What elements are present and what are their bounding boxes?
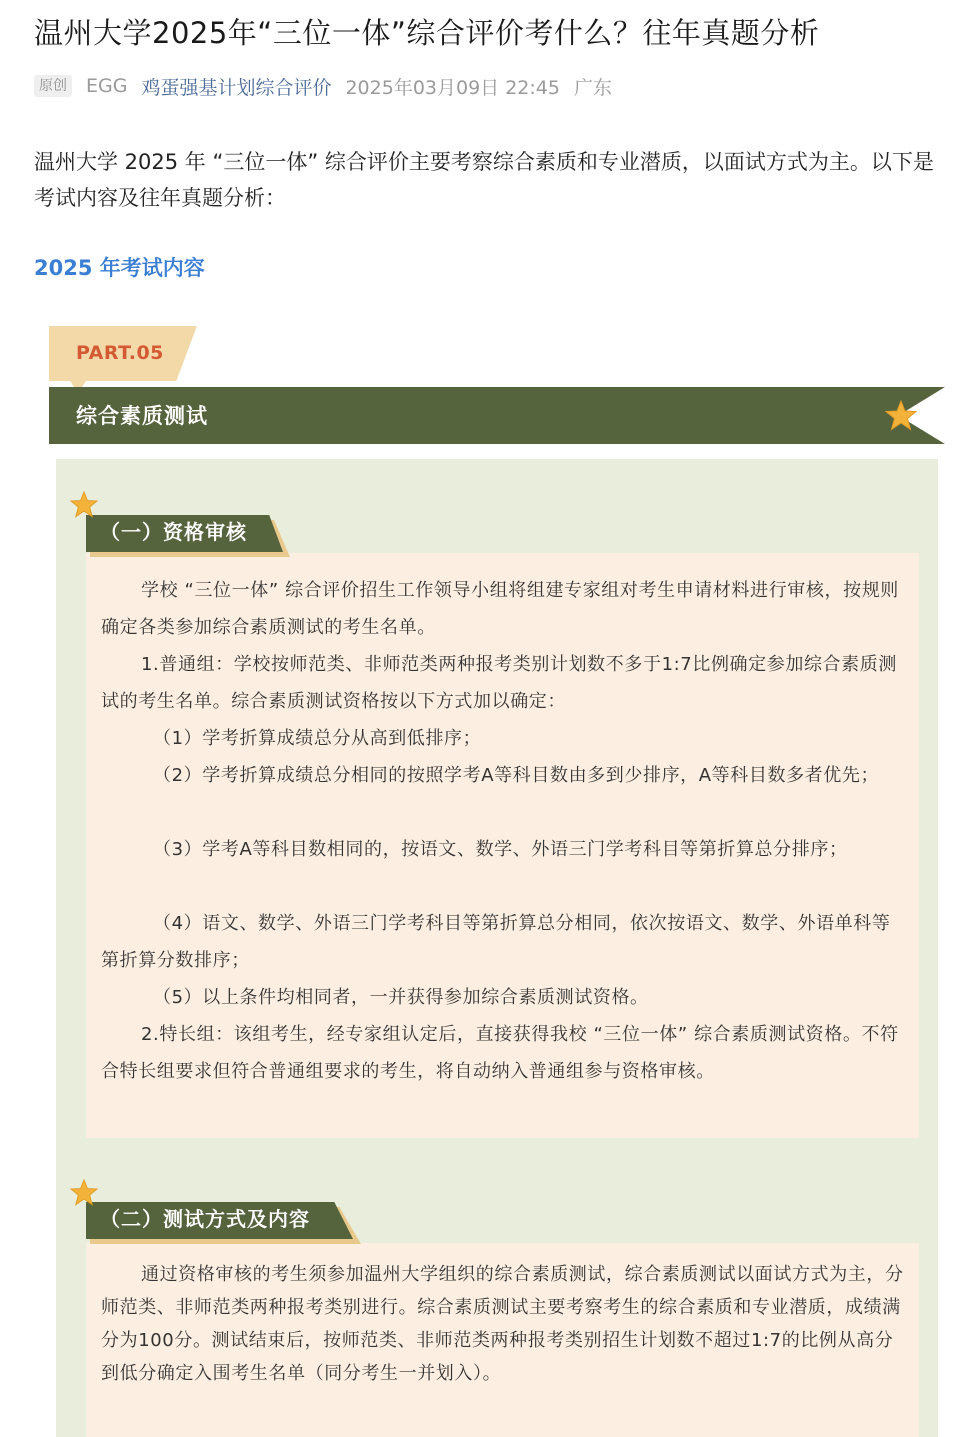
account-link[interactable]: 鸡蛋强基计划综合评价 bbox=[141, 76, 332, 99]
banner-title: 综合素质测试 bbox=[76, 404, 208, 428]
section1-list-item: （2）学考折算成绩总分相同的按照学考A等科目数由多到少排序，A等科目数多者优先； bbox=[153, 765, 880, 786]
article-title: 温州大学2025年“三位一体”综合评价考什么？往年真题分析 bbox=[34, 16, 820, 50]
section1-paragraph: 1.普通组：学校按师范类、非师范类两种报考类别计划数不多于1:7比例确定参加综合素质测试的考生名单。综合素质测试资格按以下方式加以确定： bbox=[101, 654, 897, 712]
section1-paragraph: 2.特长组：该组考生，经专家组认定后，直接获得我校 “三位一体” 综合素质测试资格。不符合特长组要求但符合普通组要求的考生，将自动纳入普通组参与资格审核。 bbox=[101, 1024, 899, 1082]
publish-location: 广东 bbox=[573, 76, 612, 99]
section2-heading: （二）测试方式及内容 bbox=[100, 1207, 310, 1231]
intro-paragraph: 温州大学 2025 年 “三位一体” 综合评价主要考察综合素质和专业潜质，以面试方式为主。以下是考试内容及往年真题分析： bbox=[34, 150, 934, 210]
original-badge: 原创 bbox=[34, 75, 72, 97]
section1-list-item: （3）学考A等科目数相同的，按语文、数学、外语三门学考科目等第折算总分排序； bbox=[153, 839, 848, 860]
publish-datetime: 2025年03月09日 22:45 bbox=[345, 76, 560, 99]
star-icon bbox=[70, 1179, 98, 1206]
article-meta bbox=[34, 72, 612, 100]
star-icon bbox=[70, 491, 98, 518]
part-label: PART.05 bbox=[76, 342, 164, 364]
section2-paragraph: 通过资格审核的考生须参加温州大学组织的综合素质测试，综合素质测试以面试方式为主，分师范类、非师范类两种报考类别进行。综合素质测试主要考察考生的综合素质和专业潜质，成绩满分为100分。测试结束后，按师范类、非师范类两种报考类别招生计划数不超过1:7的比例从高分到低分确定入围考生名单（同分考生一并划入）。 bbox=[101, 1264, 904, 1384]
section1-list-item: （5）以上条件均相同者，一并获得参加综合素质测试资格。 bbox=[153, 987, 649, 1008]
author-name[interactable]: EGG bbox=[86, 75, 128, 97]
section1-list-item: （1）学考折算成绩总分从高到低排序； bbox=[153, 728, 482, 749]
star-icon bbox=[885, 400, 917, 431]
section1-heading: （一）资格审核 bbox=[100, 520, 247, 544]
section1-list-item: （4）语文、数学、外语三门学考科目等第折算总分相同，依次按语文、数学、外语单科等第折算分数排序； bbox=[101, 913, 891, 971]
section-subheading: 2025 年考试内容 bbox=[34, 256, 205, 280]
section1-paragraph: 学校 “三位一体” 综合评价招生工作领导小组将组建专家组对考生申请材料进行审核，按规则确定各类参加综合素质测试的考生名单。 bbox=[101, 580, 899, 638]
